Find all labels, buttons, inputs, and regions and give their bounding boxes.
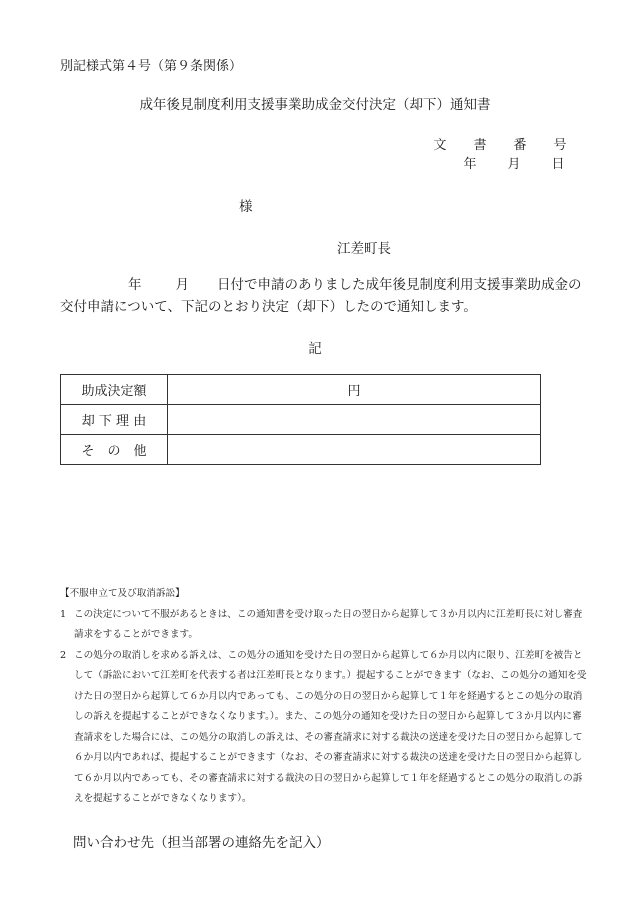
table-row [61, 375, 541, 405]
objection-notice [60, 584, 588, 810]
result-table [60, 374, 541, 465]
date-field: 年 月 日 [463, 157, 565, 172]
objection-heading: 【不服申立て及び取消訴訟】 [60, 588, 185, 599]
form-label: 別記様式第４号（第９条関係） [60, 59, 243, 74]
row-label: 助成決定額 [61, 375, 168, 405]
contact-info: 問い合わせ先（担当部署の連絡先を記入） [73, 835, 330, 851]
issuer: 江差町長 [337, 241, 391, 257]
row-value [168, 405, 541, 435]
document-title: 成年後見制度利用支援事業助成金交付決定（却下）通知書 [139, 97, 491, 113]
row-label: そ の 他 [61, 435, 168, 465]
ki-heading: 記 [308, 341, 322, 357]
row-label: 却 下 理 由 [61, 405, 168, 435]
table-row [61, 405, 541, 435]
notice-body: 年 月 日付で申請のありました成年後見制度利用支援事業助成金の交付申請について、下記のとおり決定（却下）したので通知します。 [60, 277, 582, 315]
objection-item: 2 この処分の取消しを求める訴えは、この処分の通知を受けた日の翌日から起算して６か月以内に限り、江差町を被告として（訴訟において江差町を代表する者は江差町長となります。）提起することができます（なお、この処分の通知を受けた日の翌日から起算して６か月以内であっても、この処分の日の翌日から起算して１年を経過するとこの処分の取消しの訴えを提起することができなくなります。）。また、この処分の通知を受けた日の翌日から起算して３か月以内に審査請求をした場合には、この処分の取消しの訴えは、その審査請求に対する裁決の送達を受けた日の翌日から起算して６か月以内であれば、提起することができます（なお、その審査請求に対する裁決の送達を受けた日の翌日から起算して６か月以内であっても、その審査請求に対する裁決の日の翌日から起算して１年を経過するとこの処分の取消しの訴えを提起することができなくなります）。 [60, 649, 587, 804]
addressee: 様 [239, 199, 253, 215]
table-row [61, 435, 541, 465]
row-value: 円 [168, 375, 541, 405]
objection-item: 1 この決定について不服があるときは、この通知書を受け取った日の翌日から起算して３か月以内に江差町長に対し審査請求をすることができます。 [60, 608, 583, 640]
row-value [168, 435, 541, 465]
document-number-field: 文 書 番 号 [433, 138, 567, 153]
